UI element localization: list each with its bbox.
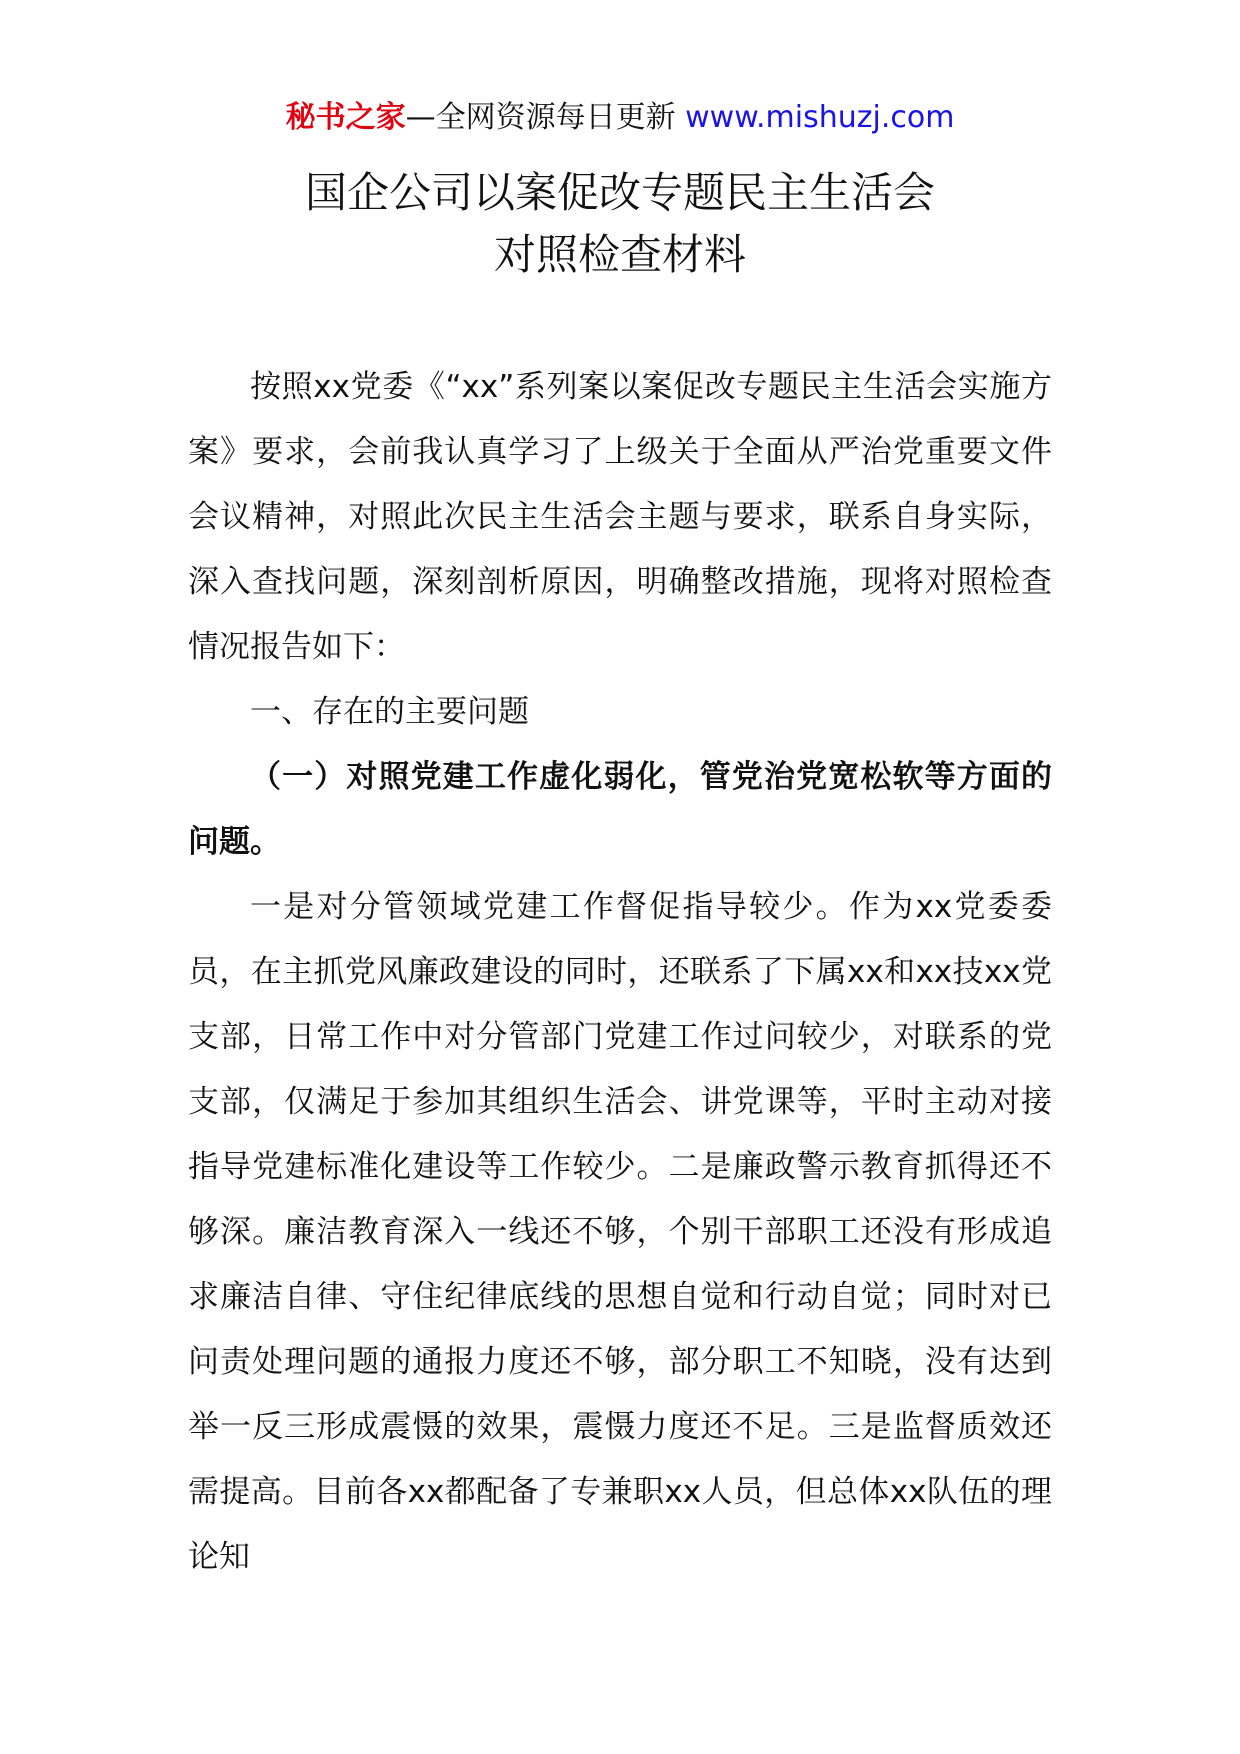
document-body bbox=[188, 355, 1052, 1590]
header-tagline: —全网资源每日更新 bbox=[405, 100, 676, 135]
site-url: www.mishuzj.com bbox=[685, 100, 955, 135]
intro-paragraph: 按照xx党委《“xx”系列案以案促改专题民主生活会实施方案》要求，会前我认真学习了上级关于全面从严治党重要文件会议精神，对照此次民主生活会主题与要求，联系自身实际，深入查找问题，深刻剖析原因，明确整改措施，现将对照检查情况报告如下： bbox=[188, 369, 1052, 665]
subsection-heading: （一）对照党建工作虚化弱化，管党治党宽松软等方面的问题。 bbox=[188, 759, 1052, 860]
body-paragraph: 一是对分管领域党建工作督促指导较少。作为xx党委委员，在主抓党风廉政建设的同时，还联系了下属xx和xx技xx党支部，日常工作中对分管部门党建工作过问较少，对联系的党支部，仅满足于参加其组织生活会、讲党课等，平时主动对接指导党建标准化建设等工作较少。二是廉政警示教育抓得还不够深。廉洁教育深入一线还不够，个别干部职工还没有形成追求廉洁自律、守住纪律底线的思想自觉和行动自觉；同时对已问责处理问题的通报力度还不够，部分职工不知晓，没有达到举一反三形成震慑的效果，震慑力度还不足。三是监督质效还需提高。目前各xx都配备了专兼职xx人员，但总体xx队伍的理论知 bbox=[188, 889, 1052, 1575]
section-heading: 一、存在的主要问题 bbox=[250, 694, 529, 730]
title-line-1: 国企公司以案促改专题民主生活会 bbox=[304, 168, 935, 217]
title-line-2: 对照检查材料 bbox=[493, 230, 746, 279]
site-watermark-header bbox=[0, 98, 1240, 138]
brand-name: 秘书之家 bbox=[285, 100, 406, 135]
document-title bbox=[0, 162, 1240, 286]
